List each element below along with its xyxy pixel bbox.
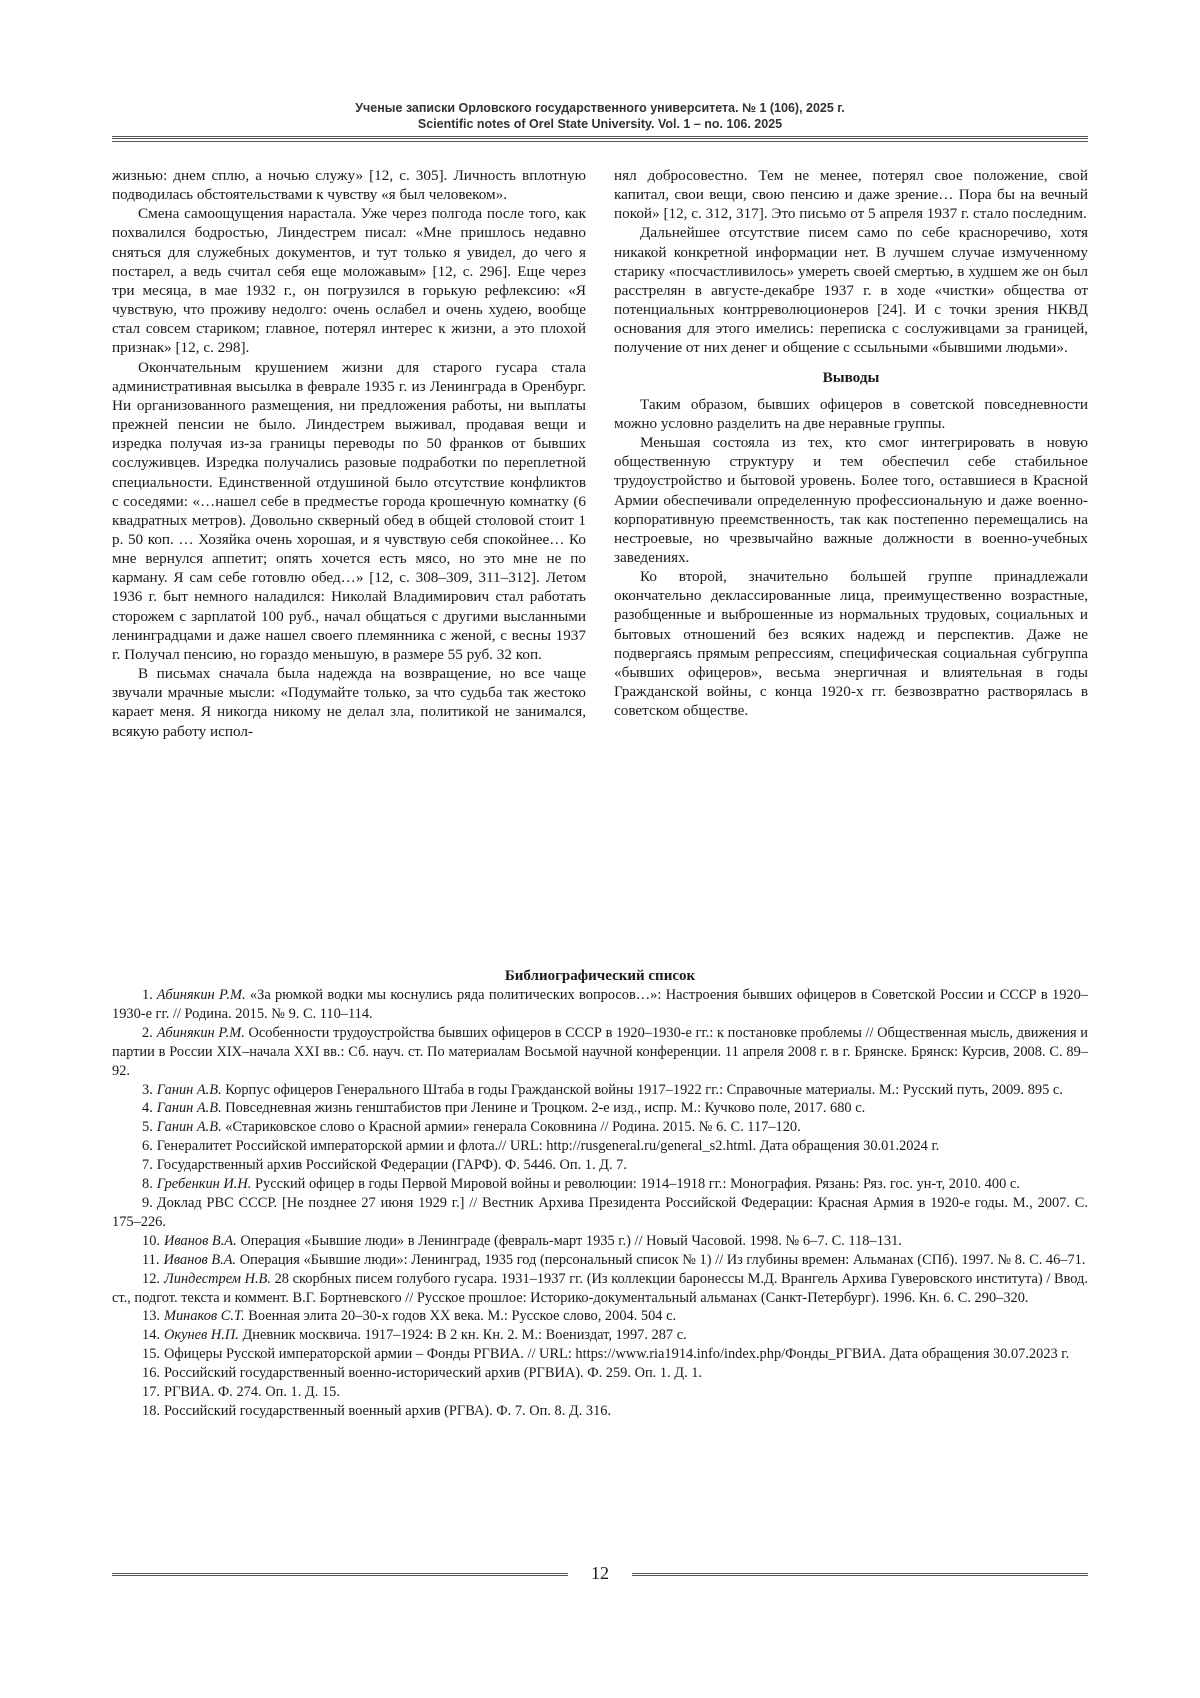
entry-author: Иванов В.А.	[164, 1232, 237, 1249]
entry-author: Ганин А.В.	[156, 1119, 222, 1136]
bibliography-entry	[112, 1345, 1088, 1364]
header-rule	[112, 136, 1088, 139]
paragraph: Дальнейшее отсутствие писем само по себе красноречиво, хотя никакой конкретной информации нет. В лучшем случае измученному старику «посчастливилось» умереть своей смертью, в худшем же он был расстрелян в августе-декабре 1937 г. в ходе «чистки» общества от потенциальных контрреволюционеров [24]. И с точки зрения НКВД основания для этого имелись: переписка с сослуживцами за границей, получение от них денег и общение с ссыльными «бывшими людьми».	[614, 224, 1088, 357]
body-columns	[112, 166, 1088, 946]
entry-text: 28 скорбных писем голубого гусара. 1931–1937 гг. (Из коллекции баронессы М.Д. Врангель Архива Гуверовского института) / Ввод. ст., подгот. текста и коммент. В.Г. Бортневского // Русское прошлое: Историко-документальный альманах (Санкт-Петербург). 1996. Кн. 6. С. 290–320.	[112, 1270, 1088, 1306]
entry-number: 6.	[142, 1138, 153, 1155]
entry-text: «За рюмкой водки мы коснулись ряда политических вопросов…»: Настроения бывших офицеров в Советской России и СССР в 1920–1930-е гг. // Родина. 2015. № 9. С. 110–114.	[112, 987, 1088, 1022]
bibliography-entry	[112, 1402, 1088, 1421]
entry-number: 1.	[142, 987, 153, 1003]
entry-number: 3.	[142, 1081, 153, 1098]
bibliography-entry	[112, 1251, 1088, 1270]
header-rule-thin	[112, 141, 1088, 142]
bibliography-list	[112, 986, 1088, 1421]
entry-text: Корпус офицеров Генерального Штаба в годы Гражданской войны 1917–1922 гг.: Справочные материалы. М.: Русский путь, 2009. 895 с.	[225, 1081, 1063, 1098]
bibliography-entry	[112, 1156, 1088, 1175]
entry-number: 4.	[142, 1100, 153, 1117]
bibliography-entry	[112, 1232, 1088, 1251]
entry-number: 8.	[142, 1176, 153, 1193]
entry-text: Операция «Бывшие люди»: Ленинград, 1935 год (персональный список № 1) // Из глубины времен: Альманах (СПб). 1997. № 8. С. 46–71.	[239, 1251, 1086, 1268]
entry-number: 13.	[142, 1308, 160, 1325]
bibliography-entry	[112, 1383, 1088, 1402]
entry-author: Абинякин Р.М.	[156, 987, 246, 1003]
entry-text: Повседневная жизнь генштабистов при Ленине и Троцком. 2-е изд., испр. М.: Кучково поле, 2017. 680 с.	[225, 1100, 866, 1117]
bibliography-entry	[112, 1307, 1088, 1326]
paragraph: жизнью: днем сплю, а ночью служу» [12, с. 305]. Личность вплотную подводилась обстоятельствами к чувству «я был человеком».	[112, 167, 586, 204]
entry-author: Иванов В.А.	[163, 1251, 237, 1268]
bibliography-entry	[112, 986, 1088, 1024]
left-column	[112, 166, 586, 741]
entry-text: РГВИА. Ф. 274. Оп. 1. Д. 15.	[164, 1384, 340, 1401]
entry-number: 2.	[142, 1024, 153, 1041]
page-number: 12	[591, 1563, 609, 1583]
page-footer	[112, 1565, 1088, 1589]
header-line-en: Scientific notes of Orel State University. Vol. 1 – no. 106. 2025	[417, 117, 783, 131]
paragraph: Меньшая состояла из тех, кто смог интегрировать в новую общественную структуру и тем обеспечил себе стабильное трудоустройство и бытовой уровень. Более того, оставшиеся в Красной Армии обеспечивали определенную профессиональную и даже военно-корпоративную преемственность, так как постепенно перемещались на нестроевые, но чрезвычайно важные должности в военно-учебных заведениях.	[614, 434, 1088, 566]
entry-text: Особенности трудоустройства бывших офицеров в СССР в 1920–1930-е гг.: к постановке проблемы // Общественная мысль, движения и партии в России XIX–начала XXI вв.: Сб. науч. ст. По материалам Восьмой научной конференции. 11 апреля 2008 г. в г. Брянске. Брянск: Курсив, 2008. С. 89–92.	[112, 1024, 1088, 1079]
entry-text: Военная элита 20–30-х годов XX века. М.: Русское слово, 2004. 504 с.	[248, 1308, 677, 1325]
paragraph: Смена самоощущения нарастала. Уже через полгода после того, как похвалился бодростью, Линдестрем писал: «Мне пришлось недавно сняться для служебных документов, и тут только я увидел, до чего я постарел, а ведь считал себя еще моложавым» [12, с. 296]. Еще через три месяца, в мае 1932 г., он погрузился в горькую рефлексию: «Я чувствую, что проживу недолго: очень ослабел и очень худею, вообще стал совсем стариком; главное, потерял интерес к жизни, а это плохой признак» [12, с. 298].	[112, 205, 586, 357]
bibliography-entry	[112, 1024, 1088, 1081]
entry-author: Линдестрем Н.В.	[164, 1270, 271, 1287]
entry-author: Ганин А.В.	[156, 1100, 222, 1117]
paragraph: Окончательным крушением жизни для старого гусара стала административная высылка в феврале 1935 г. из Ленинграда в Оренбург. Ни организованного размещения, ни предложения работы, ни выплаты прежней пенсии не было. Линдестрем выживал, продавая вещи и изредка получая из-за границы переводы по 50 франков от бывших сослуживцев. Изредка получались разовые подработки по переплетной специальности. Единственной отдушиной было отсутствие конфликтов с соседями: «…нашел себе в предместье города крошечную комнатку (6 квадратных метров). Довольно скверный обед в общей столовой стоит 1 р. 50 коп. … Хозяйка очень хорошая, и я чувствую себя спокойнее… Ко мне вернулся аппетит; опять хочется есть мясо, но это мне не по карману. Я сам себе готовлю обед…» [12, с. 308–309, 311–312]. Летом 1936 г. быт немного наладился: Николай Владимирович стал работать сторожем с зарплатой 100 руб., начал общаться с другими высланными ленинградцами и даже нашел своего племянника с женой, с весны 1937 г. Получал пенсию, но гораздо меньшую, в размере 55 руб. 32 коп.	[112, 358, 586, 663]
header-line-ru: Ученые записки Орловского государственного университета. № 1 (106), 2025 г.	[355, 101, 845, 115]
bibliography-entry	[112, 1099, 1088, 1118]
entry-number: 9.	[142, 1194, 153, 1211]
paragraph: Ко второй, значительно большей группе принадлежали окончательно деклассированные лица, преимущественно возрастные, разобщенные и выброшенные из нормальных трудовых, социальных и бытовых отношений без всяких надежд и перспектив. Даже не подвергаясь прямым репрессиям, специфическая социальная субгруппа «бывших офицеров», весьма энергичная и влиятельная в годы Гражданской войны, с конца 1920-х гг. безвозвратно растворялась в советском обществе.	[614, 568, 1088, 720]
bibliography-entry	[112, 1137, 1088, 1156]
entry-text: Генералитет Российской императорской армии и флота.// URL: http://rusgeneral.ru/general_s2.html. Дата обращения 30.01.2024 г.	[156, 1138, 940, 1155]
paragraph: Таким образом, бывших офицеров в советской повседневности можно условно разделить на две неравные группы.	[614, 395, 1088, 432]
entry-number: 17.	[142, 1384, 160, 1401]
bibliography-entry	[112, 1081, 1088, 1100]
bibliography-entry	[112, 1364, 1088, 1383]
paragraph: В письмах сначала была надежда на возвращение, но все чаще звучали мрачные мысли: «Подумайте только, за что судьба так жестоко карает меня. Я никогда никому не делал зла, политикой не занимался, всякую работу испол-	[112, 665, 586, 740]
entry-number: 10.	[142, 1232, 160, 1249]
entry-number: 11.	[142, 1251, 160, 1268]
footer-rule-right	[632, 1573, 1088, 1576]
entry-number: 7.	[142, 1157, 153, 1174]
entry-author: Минаков С.Т.	[164, 1308, 245, 1325]
entry-author: Гребенкин И.Н.	[156, 1176, 252, 1193]
entry-text: Доклад РВС СССР. [Не позднее 27 июня 1929 г.] // Вестник Архива Президента Российской Федерации: Красная Армия в 1920-е годы. М., 2007. С. 175–226.	[112, 1194, 1088, 1230]
running-header	[112, 100, 1088, 132]
entry-text: «Стариковское слово о Красной армии» генерала Соковнина // Родина. 2015. № 6. С. 117–120.	[225, 1119, 801, 1136]
bibliography-title: Библиографический список	[504, 968, 696, 984]
bibliography-entry	[112, 1326, 1088, 1345]
bibliography-entry	[112, 1270, 1088, 1308]
entry-number: 12.	[142, 1270, 160, 1287]
entry-text: Российский государственный военно-исторический архив (РГВИА). Ф. 259. Оп. 1. Д. 1.	[164, 1365, 703, 1382]
entry-author: Окунев Н.П.	[164, 1327, 239, 1344]
bibliography-entry	[112, 1175, 1088, 1194]
entry-text: Дневник москвича. 1917–1924: В 2 кн. Кн. 2. М.: Воениздат, 1997. 287 с.	[242, 1327, 687, 1344]
bibliography	[112, 966, 1088, 1421]
entry-author: Абинякин Р.М.	[156, 1024, 245, 1041]
right-column	[614, 166, 1088, 720]
bibliography-entry	[112, 1194, 1088, 1232]
entry-number: 18.	[142, 1402, 160, 1419]
entry-text: Русский офицер в годы Первой Мировой войны и революции: 1914–1918 гг.: Монография. Рязань: Ряз. гос. ун-т, 2010. 400 с.	[255, 1176, 1020, 1193]
entry-number: 5.	[142, 1119, 153, 1136]
entry-text: Государственный архив Российской Федерации (ГАРФ). Ф. 5446. Оп. 1. Д. 7.	[156, 1157, 627, 1174]
entry-number: 16.	[142, 1365, 160, 1382]
entry-number: 14.	[142, 1327, 160, 1344]
entry-text: Российский государственный военный архив (РГВА). Ф. 7. Оп. 8. Д. 316.	[164, 1402, 612, 1419]
entry-author: Ганин А.В.	[156, 1081, 222, 1098]
section-heading-conclusions: Выводы	[822, 368, 880, 386]
paragraph: нял добросовестно. Тем не менее, потерял свое положение, свой капитал, свои вещи, свою пенсию и даже зрение… Пора бы на вечный покой» [12, с. 312, 317]. Это письмо от 5 апреля 1937 г. стало последним.	[614, 167, 1088, 223]
entry-text: Офицеры Русской императорской армии – Фонды РГВИА. // URL: https://www.ria1914.info/index.php/Фонды_РГВИА. Дата обращения 30.07.2023 г.	[164, 1346, 1070, 1363]
entry-number: 15.	[142, 1346, 160, 1363]
entry-text: Операция «Бывшие люди» в Ленинграде (февраль-март 1935 г.) // Новый Часовой. 1998. № 6–7. С. 118–131.	[240, 1232, 902, 1249]
footer-rule-left	[112, 1573, 568, 1576]
bibliography-entry	[112, 1118, 1088, 1137]
